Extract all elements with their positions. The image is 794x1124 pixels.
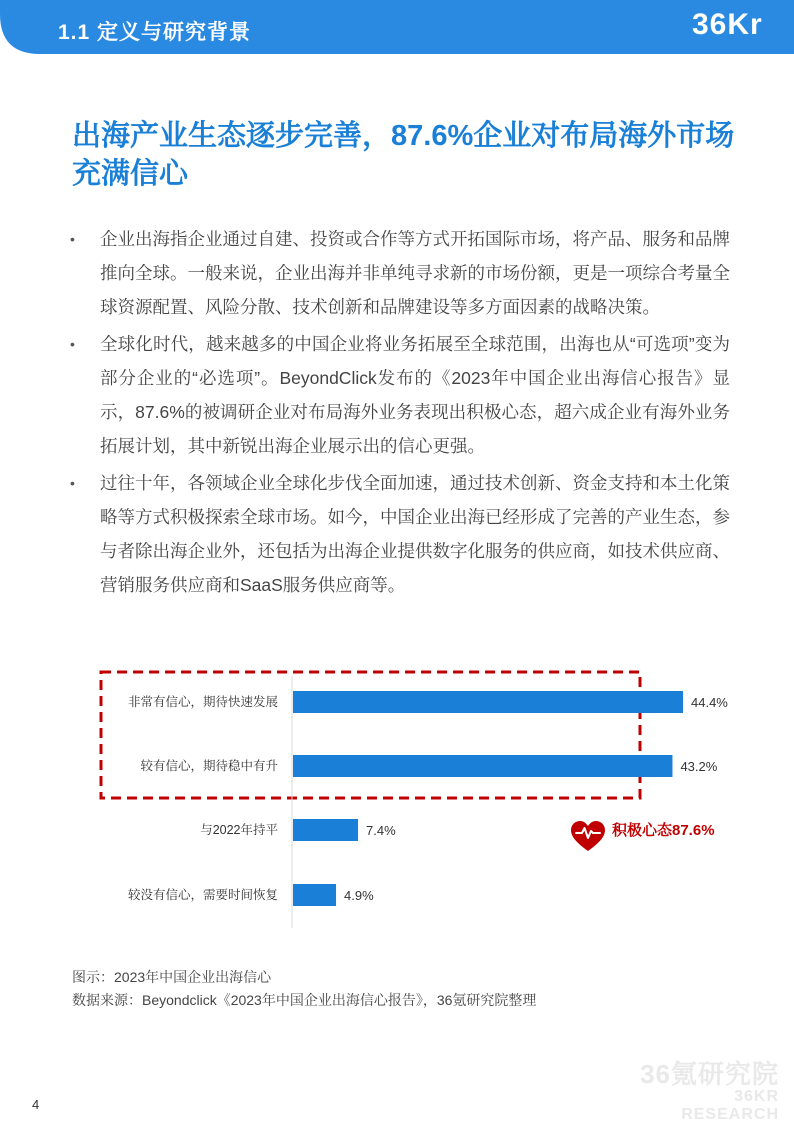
figure-label: 图示：2023年中国企业出海信心	[72, 969, 272, 985]
bar	[293, 884, 336, 906]
logo-text: 36Kr	[692, 8, 763, 41]
bullet-item	[66, 466, 730, 602]
category-label: 较有信心，期待稳中有升	[140, 759, 278, 773]
page-number: 4	[32, 1097, 40, 1112]
watermark-cn: 36氪研究院	[640, 1059, 779, 1089]
section-title: 1.1 定义与研究背景	[58, 21, 252, 44]
figure-caption	[72, 966, 536, 1012]
bullet-dot-icon: •	[70, 475, 75, 491]
bar	[293, 755, 672, 777]
watermark-en: 36KR RESEARCH	[681, 1088, 779, 1123]
bullet-text: 企业出海指企业通过自建、投资或合作等方式开拓国际市场，将产品、服务和品牌推向全球。一般来说，企业出海并非单纯寻求新的市场份额，更是一项综合考量全球资源配置、风险分散、技术创新和品牌建设等多方面因素的战略决策。	[100, 229, 730, 317]
category-label: 非常有信心，期待快速发展	[127, 695, 278, 709]
value-label: 44.4%	[691, 695, 728, 710]
confidence-bar-chart	[94, 666, 744, 936]
36kr-logo	[690, 2, 794, 54]
highlight-dashed-box	[101, 672, 640, 798]
heart-icon	[571, 821, 605, 851]
highlight-label: 积极心态87.6%	[612, 822, 715, 839]
headline: 出海产业生态逐步完善，87.6%企业对布局海外市场充满信心	[72, 120, 735, 190]
bullet-dot-icon: •	[70, 231, 75, 247]
category-label: 较没有信心，需要时间恢复	[127, 888, 278, 902]
category-label: 与2022年持平	[200, 823, 278, 837]
bar	[293, 691, 683, 713]
bullet-item	[66, 222, 730, 324]
bar	[293, 819, 358, 841]
bullet-dot-icon: •	[70, 336, 75, 352]
value-label: 43.2%	[680, 759, 718, 774]
value-label: 7.4%	[366, 823, 396, 838]
bullet-text: 过往十年，各领域企业全球化步伐全面加速，通过技术创新、资金支持和本土化策略等方式积极探索全球市场。如今，中国企业出海已经形成了完善的产业生态，参与者除出海企业外，还包括为出海企业提供数字化服务的供应商，如技术供应商、营销服务供应商和SaaS服务供应商等。	[100, 473, 730, 595]
value-label: 4.9%	[344, 888, 374, 903]
bullet-item	[66, 327, 730, 463]
data-source: 数据来源：Beyondclick《2023年中国企业出海信心报告》，36氪研究院整理	[72, 992, 537, 1008]
bullet-list	[66, 222, 730, 605]
watermark	[633, 1060, 779, 1124]
bullet-text: 全球化时代，越来越多的中国企业将业务拓展至全球范围，出海也从“可选项”变为部分企业的“必选项”。BeyondClick发布的《2023年中国企业出海信心报告》显示，87.6%的被调研企业对布局海外业务表现出积极心态，超六成企业有海外业务拓展计划，其中新锐出海企业展示出的信心更强。	[100, 334, 730, 456]
